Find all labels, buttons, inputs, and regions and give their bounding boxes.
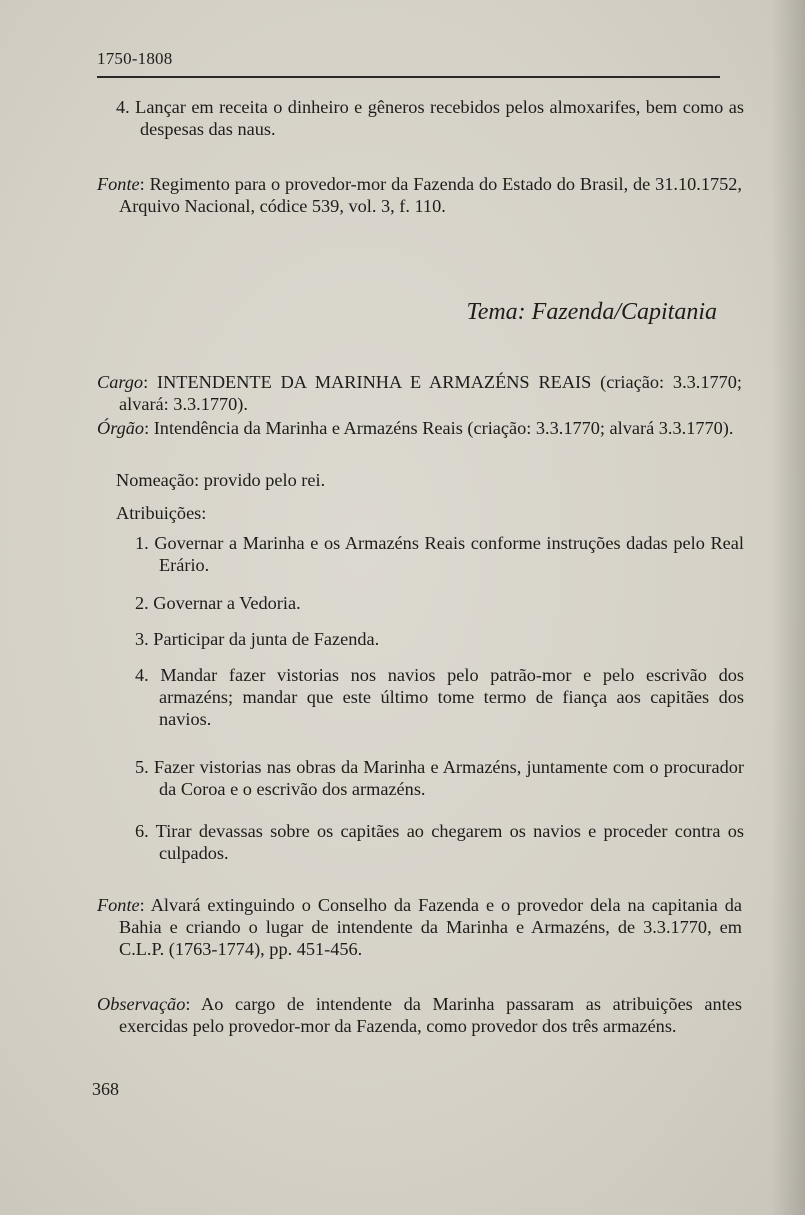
item-4-text: 4. Lançar em receita o dinheiro e gêneros recebidos pelos almoxarifes, bem como as despesas das naus. — [116, 97, 744, 139]
orgao-entry — [97, 417, 742, 439]
atribuicoes-heading: Atribuições: — [116, 503, 207, 523]
atribuicao-6: 6. Tirar devassas sobre os capitães ao chegarem os navios e proceder contra os culpados. — [135, 821, 744, 863]
orgao-label: Órgão — [97, 418, 145, 438]
orgao-text: : Intendência da Marinha e Armazéns Reais (criação: 3.3.1770; alvará 3.3.1770). — [144, 418, 734, 438]
atribuicao-3: 3. Participar da junta de Fazenda. — [135, 629, 380, 649]
item-4-receita — [116, 96, 744, 140]
cargo-entry — [97, 371, 742, 415]
nomeacao-line: Nomeação: provido pelo rei. — [116, 470, 326, 490]
running-head: 1750-1808 — [97, 49, 173, 68]
observacao-label: Observação — [97, 994, 186, 1014]
fonte-alvara-text: : Alvará extinguindo o Conselho da Fazenda e o provedor dela na capitania da Bahia e criando o lugar de intendente da Marinha e Armazéns, de 3.3.1770, em C.L.P. (1763-1774), pp. 451-456. — [119, 895, 742, 959]
fonte-alvara — [97, 894, 742, 960]
fonte-regimento — [97, 173, 742, 217]
cargo-text: : INTENDENTE DA MARINHA E ARMAZÉNS REAIS (criação: 3.3.1770; alvará: 3.3.1770). — [119, 372, 742, 414]
fonte-text: : Regimento para o provedor-mor da Fazenda do Estado do Brasil, de 31.10.1752, Arquivo Nacional, códice 539, vol. 3, f. 110. — [119, 174, 742, 216]
atribuicao-5: 5. Fazer vistorias nas obras da Marinha e Armazéns, juntamente com o procurador da Coroa e o escrivão dos armazéns. — [135, 757, 744, 799]
observacao-text: : Ao cargo de intendente da Marinha passaram as atribuições antes exercidas pelo provedor-mor da Fazenda, como provedor dos três armazéns. — [119, 994, 742, 1036]
atribuicao-1: 1. Governar a Marinha e os Armazéns Reais conforme instruções dadas pelo Real Erário. — [135, 533, 744, 575]
observacao-entry — [97, 993, 742, 1037]
header-rule — [97, 76, 720, 78]
atribuicao-4: 4. Mandar fazer vistorias nos navios pelo patrão-mor e pelo escrivão dos armazéns; mandar que este último tome termo de fiança aos capitães dos navios. — [135, 665, 744, 729]
fonte-label: Fonte — [97, 174, 140, 194]
atribuicao-2: 2. Governar a Vedoria. — [135, 593, 301, 613]
cargo-label: Cargo — [97, 372, 144, 392]
tema-heading: Tema: Fazenda/Capitania — [466, 299, 717, 325]
page-edge-shadow — [771, 0, 805, 1215]
fonte-alvara-label: Fonte — [97, 895, 140, 915]
page-number: 368 — [92, 1079, 119, 1099]
